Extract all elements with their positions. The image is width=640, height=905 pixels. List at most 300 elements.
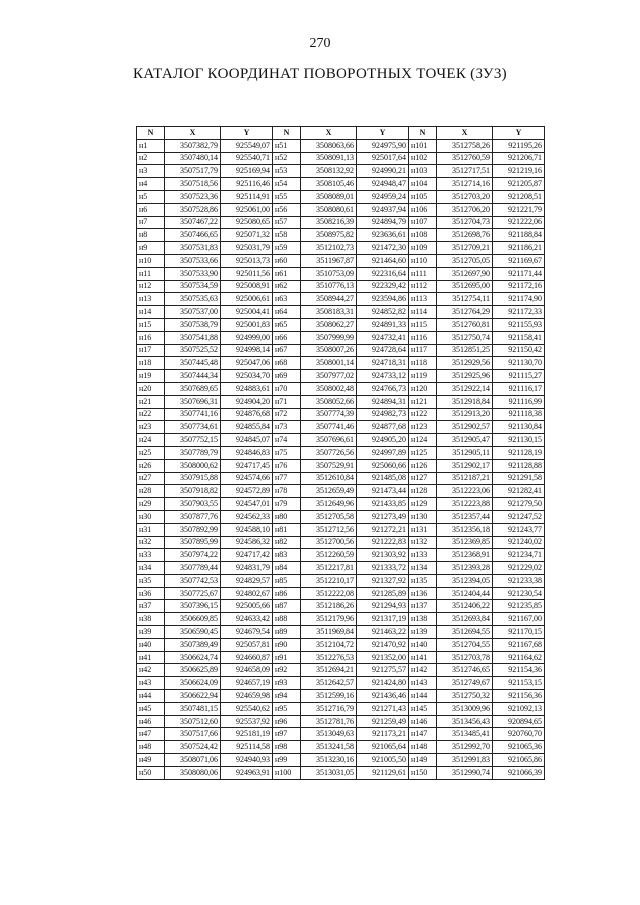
point-n-cell: н142 (409, 664, 437, 677)
point-n-cell: н120 (409, 382, 437, 395)
point-n-cell: н114 (409, 306, 437, 319)
point-n-cell: н14 (137, 306, 165, 319)
coord-x-cell: 3508132,92 (301, 165, 357, 178)
coord-x-cell: 3508091,13 (301, 152, 357, 165)
coord-x-cell: 3513241,58 (301, 741, 357, 754)
coord-y-cell: 921433,85 (357, 498, 409, 511)
coord-y-cell: 925116,46 (221, 178, 273, 191)
coord-y-cell: 923594,86 (357, 293, 409, 306)
coord-x-cell: 3512750,74 (437, 331, 493, 344)
coord-y-cell: 921130,84 (493, 421, 545, 434)
point-n-cell: н9 (137, 242, 165, 255)
coord-x-cell: 3512992,70 (437, 741, 493, 754)
table-row (137, 485, 545, 498)
coord-y-cell: 921174,90 (493, 293, 545, 306)
table-row (137, 446, 545, 459)
coord-x-cell: 3508089,01 (301, 190, 357, 203)
coord-x-cell: 3507534,59 (165, 280, 221, 293)
coord-y-cell: 921282,41 (493, 485, 545, 498)
coord-y-cell: 924733,12 (357, 370, 409, 383)
coord-y-cell: 920894,65 (493, 715, 545, 728)
point-n-cell: н6 (137, 203, 165, 216)
coord-y-cell: 925034,70 (221, 370, 273, 383)
point-n-cell: н53 (273, 165, 301, 178)
coord-x-cell: 3507999,99 (301, 331, 357, 344)
table-row (137, 254, 545, 267)
coord-y-cell: 921172,33 (493, 306, 545, 319)
coord-y-cell: 921233,38 (493, 574, 545, 587)
point-n-cell: н84 (273, 562, 301, 575)
point-n-cell: н7 (137, 216, 165, 229)
coord-y-cell: 924574,66 (221, 472, 273, 485)
coord-x-cell: 3512760,59 (437, 152, 493, 165)
coord-x-cell: 3508183,31 (301, 306, 357, 319)
coord-x-cell: 3512925,96 (437, 370, 493, 383)
point-n-cell: н17 (137, 344, 165, 357)
point-n-cell: н80 (273, 510, 301, 523)
table-row (137, 549, 545, 562)
coord-x-cell: 3512649,96 (301, 498, 357, 511)
coord-y-cell: 925061,00 (221, 203, 273, 216)
coord-y-cell: 924717,42 (221, 549, 273, 562)
coord-x-cell: 3507445,48 (165, 357, 221, 370)
table-row (137, 216, 545, 229)
point-n-cell: н136 (409, 587, 437, 600)
coord-x-cell: 3507741,46 (301, 421, 357, 434)
page-number: 270 (309, 36, 331, 51)
point-n-cell: н55 (273, 190, 301, 203)
coord-x-cell: 3512913,20 (437, 408, 493, 421)
table-row (137, 434, 545, 447)
point-n-cell: н141 (409, 651, 437, 664)
point-n-cell: н125 (409, 446, 437, 459)
coord-y-cell: 921333,72 (357, 562, 409, 575)
table-row (137, 242, 545, 255)
coord-x-cell: 3507528,86 (165, 203, 221, 216)
header-y-2: Y (357, 127, 409, 140)
coord-x-cell: 3513049,63 (301, 728, 357, 741)
coord-y-cell: 924660,87 (221, 651, 273, 664)
point-n-cell: н121 (409, 395, 437, 408)
point-n-cell: н43 (137, 677, 165, 690)
coord-y-cell: 921285,89 (357, 587, 409, 600)
coord-x-cell: 3512704,73 (437, 216, 493, 229)
point-n-cell: н139 (409, 626, 437, 639)
coord-x-cell: 3512905,47 (437, 434, 493, 447)
point-n-cell: н89 (273, 626, 301, 639)
point-n-cell: н116 (409, 331, 437, 344)
coord-y-cell: 921222,83 (357, 536, 409, 549)
point-n-cell: н108 (409, 229, 437, 242)
coord-x-cell: 3507512,60 (165, 715, 221, 728)
point-n-cell: н90 (273, 638, 301, 651)
coord-x-cell: 3512659,49 (301, 485, 357, 498)
coord-x-cell: 3512693,84 (437, 613, 493, 626)
coord-x-cell: 3506622,94 (165, 690, 221, 703)
table-row (137, 459, 545, 472)
coord-y-cell: 921156,36 (493, 690, 545, 703)
coord-x-cell: 3512698,76 (437, 229, 493, 242)
coord-x-cell: 3512764,29 (437, 306, 493, 319)
coord-y-cell: 924948,47 (357, 178, 409, 191)
coord-x-cell: 3512223,06 (437, 485, 493, 498)
point-n-cell: н87 (273, 600, 301, 613)
coord-y-cell: 921485,08 (357, 472, 409, 485)
point-n-cell: н35 (137, 574, 165, 587)
coord-y-cell: 921171,44 (493, 267, 545, 280)
coordinates-table (136, 126, 545, 780)
coord-x-cell: 3508001,14 (301, 357, 357, 370)
coord-x-cell: 3507517,79 (165, 165, 221, 178)
point-n-cell: н26 (137, 459, 165, 472)
table-row (137, 165, 545, 178)
table-row (137, 638, 545, 651)
point-n-cell: н52 (273, 152, 301, 165)
point-n-cell: н48 (137, 741, 165, 754)
coord-x-cell: 3507734,61 (165, 421, 221, 434)
coord-y-cell: 924891,33 (357, 318, 409, 331)
table-row (137, 766, 545, 779)
coord-y-cell: 925114,58 (221, 741, 273, 754)
table-row (137, 331, 545, 344)
table-row (137, 190, 545, 203)
coord-y-cell: 924963,91 (221, 766, 273, 779)
coord-y-cell: 924959,24 (357, 190, 409, 203)
coord-x-cell: 3512781,76 (301, 715, 357, 728)
coord-y-cell: 921208,51 (493, 190, 545, 203)
table-row (137, 754, 545, 767)
point-n-cell: н11 (137, 267, 165, 280)
coord-y-cell: 925549,07 (221, 139, 273, 152)
point-n-cell: н96 (273, 715, 301, 728)
coord-y-cell: 924877,68 (357, 421, 409, 434)
header-x-1: X (165, 127, 221, 140)
coord-y-cell: 921065,36 (493, 741, 545, 754)
point-n-cell: н51 (273, 139, 301, 152)
coord-x-cell: 3512223,88 (437, 498, 493, 511)
coord-x-cell: 3508052,66 (301, 395, 357, 408)
coord-x-cell: 3512705,58 (301, 510, 357, 523)
coord-x-cell: 3512902,17 (437, 459, 493, 472)
coord-x-cell: 3507533,66 (165, 254, 221, 267)
point-n-cell: н67 (273, 344, 301, 357)
point-n-cell: н128 (409, 485, 437, 498)
point-n-cell: н146 (409, 715, 437, 728)
coord-x-cell: 3507523,36 (165, 190, 221, 203)
coord-x-cell: 3512902,57 (437, 421, 493, 434)
coord-y-cell: 921169,67 (493, 254, 545, 267)
coord-x-cell: 3507481,15 (165, 702, 221, 715)
point-n-cell: н123 (409, 421, 437, 434)
point-n-cell: н74 (273, 434, 301, 447)
point-n-cell: н54 (273, 178, 301, 191)
point-n-cell: н126 (409, 459, 437, 472)
coord-x-cell: 3506609,85 (165, 613, 221, 626)
table-row (137, 178, 545, 191)
coord-x-cell: 3507752,15 (165, 434, 221, 447)
point-n-cell: н64 (273, 306, 301, 319)
coord-x-cell: 3507877,76 (165, 510, 221, 523)
table-row (137, 318, 545, 331)
point-n-cell: н147 (409, 728, 437, 741)
point-n-cell: н82 (273, 536, 301, 549)
coord-y-cell: 921470,92 (357, 638, 409, 651)
coord-x-cell: 3506624,09 (165, 677, 221, 690)
header-x-2: X (301, 127, 357, 140)
coord-x-cell: 3513009,96 (437, 702, 493, 715)
table-row (137, 715, 545, 728)
table-row (137, 677, 545, 690)
coord-y-cell: 924937,94 (357, 203, 409, 216)
coord-y-cell: 921167,00 (493, 613, 545, 626)
point-n-cell: н62 (273, 280, 301, 293)
coord-y-cell: 921116,17 (493, 382, 545, 395)
coord-y-cell: 921118,38 (493, 408, 545, 421)
table-row (137, 613, 545, 626)
coord-y-cell: 924940,93 (221, 754, 273, 767)
coord-x-cell: 3507974,22 (165, 549, 221, 562)
point-n-cell: н8 (137, 229, 165, 242)
coord-y-cell: 921158,41 (493, 331, 545, 344)
coord-y-cell: 921234,71 (493, 549, 545, 562)
coord-x-cell: 3512704,55 (437, 638, 493, 651)
coord-y-cell: 921473,44 (357, 485, 409, 498)
point-n-cell: н47 (137, 728, 165, 741)
coord-y-cell: 921188,84 (493, 229, 545, 242)
coord-y-cell: 921464,60 (357, 254, 409, 267)
point-n-cell: н118 (409, 357, 437, 370)
coord-y-cell: 924876,68 (221, 408, 273, 421)
coord-y-cell: 921472,30 (357, 242, 409, 255)
coord-y-cell: 921065,64 (357, 741, 409, 754)
table-row (137, 574, 545, 587)
point-n-cell: н99 (273, 754, 301, 767)
point-n-cell: н20 (137, 382, 165, 395)
point-n-cell: н100 (273, 766, 301, 779)
coord-x-cell: 3507466,65 (165, 229, 221, 242)
coord-x-cell: 3512394,05 (437, 574, 493, 587)
coord-y-cell: 921129,61 (357, 766, 409, 779)
coord-x-cell: 3512700,56 (301, 536, 357, 549)
coord-y-cell: 924999,00 (221, 331, 273, 344)
coord-y-cell: 921167,68 (493, 638, 545, 651)
coord-x-cell: 3507529,91 (301, 459, 357, 472)
coord-x-cell: 3512697,90 (437, 267, 493, 280)
coord-y-cell: 921130,70 (493, 357, 545, 370)
header-x-3: X (437, 127, 493, 140)
table-row (137, 587, 545, 600)
coord-x-cell: 3508002,48 (301, 382, 357, 395)
coord-x-cell: 3508062,27 (301, 318, 357, 331)
coord-y-cell: 922329,42 (357, 280, 409, 293)
coord-x-cell: 3512750,32 (437, 690, 493, 703)
point-n-cell: н24 (137, 434, 165, 447)
table-row (137, 370, 545, 383)
coord-y-cell: 925537,92 (221, 715, 273, 728)
coord-x-cell: 3513031,05 (301, 766, 357, 779)
coord-x-cell: 3512706,20 (437, 203, 493, 216)
point-n-cell: н133 (409, 549, 437, 562)
point-n-cell: н130 (409, 510, 437, 523)
point-n-cell: н3 (137, 165, 165, 178)
coord-x-cell: 3512716,79 (301, 702, 357, 715)
coord-x-cell: 3507396,15 (165, 600, 221, 613)
coord-x-cell: 3512102,73 (301, 242, 357, 255)
coord-y-cell: 924904,20 (221, 395, 273, 408)
coord-x-cell: 3512990,74 (437, 766, 493, 779)
coord-x-cell: 3507467,22 (165, 216, 221, 229)
coord-y-cell: 925540,62 (221, 702, 273, 715)
point-n-cell: н71 (273, 395, 301, 408)
coord-y-cell: 921222,06 (493, 216, 545, 229)
coord-x-cell: 3508007,26 (301, 344, 357, 357)
coord-x-cell: 3512222,08 (301, 587, 357, 600)
coord-x-cell: 3512356,18 (437, 523, 493, 536)
coord-y-cell: 921164,62 (493, 651, 545, 664)
coord-x-cell: 3512610,84 (301, 472, 357, 485)
coord-x-cell: 3512393,28 (437, 562, 493, 575)
coord-x-cell: 3506625,89 (165, 664, 221, 677)
table-row (137, 562, 545, 575)
coord-y-cell: 921240,02 (493, 536, 545, 549)
coord-y-cell: 924846,83 (221, 446, 273, 459)
coord-y-cell: 921186,21 (493, 242, 545, 255)
coord-x-cell: 3508080,61 (301, 203, 357, 216)
coord-y-cell: 924718,31 (357, 357, 409, 370)
point-n-cell: н19 (137, 370, 165, 383)
coord-x-cell: 3507517,66 (165, 728, 221, 741)
coord-y-cell: 921205,87 (493, 178, 545, 191)
coord-x-cell: 3512929,56 (437, 357, 493, 370)
point-n-cell: н70 (273, 382, 301, 395)
coord-y-cell: 921221,79 (493, 203, 545, 216)
coord-y-cell: 921294,93 (357, 600, 409, 613)
coord-x-cell: 3507541,88 (165, 331, 221, 344)
coord-x-cell: 3506624,74 (165, 651, 221, 664)
table-row (137, 626, 545, 639)
coord-y-cell: 921173,21 (357, 728, 409, 741)
coord-x-cell: 3508105,46 (301, 178, 357, 191)
coord-y-cell: 925181,19 (221, 728, 273, 741)
coord-x-cell: 3512368,91 (437, 549, 493, 562)
coord-x-cell: 3512260,59 (301, 549, 357, 562)
coord-x-cell: 3511967,87 (301, 254, 357, 267)
coord-y-cell: 921229,02 (493, 562, 545, 575)
point-n-cell: н37 (137, 600, 165, 613)
point-n-cell: н148 (409, 741, 437, 754)
coord-y-cell: 921273,49 (357, 510, 409, 523)
point-n-cell: н40 (137, 638, 165, 651)
table-row (137, 536, 545, 549)
point-n-cell: н104 (409, 178, 437, 191)
point-n-cell: н83 (273, 549, 301, 562)
coord-x-cell: 3512717,51 (437, 165, 493, 178)
coord-x-cell: 3507444,34 (165, 370, 221, 383)
coord-y-cell: 921303,92 (357, 549, 409, 562)
coord-y-cell: 920760,70 (493, 728, 545, 741)
point-n-cell: н86 (273, 587, 301, 600)
coord-y-cell: 921153,15 (493, 677, 545, 690)
coord-y-cell: 924679,54 (221, 626, 273, 639)
point-n-cell: н21 (137, 395, 165, 408)
coord-x-cell: 3512187,21 (437, 472, 493, 485)
table-row (137, 152, 545, 165)
coord-y-cell: 921206,71 (493, 152, 545, 165)
coord-x-cell: 3508000,62 (165, 459, 221, 472)
table-row (137, 651, 545, 664)
table-row (137, 702, 545, 715)
point-n-cell: н2 (137, 152, 165, 165)
coord-y-cell: 924562,33 (221, 510, 273, 523)
coord-x-cell: 3507535,63 (165, 293, 221, 306)
coord-y-cell: 924657,19 (221, 677, 273, 690)
point-n-cell: н29 (137, 498, 165, 511)
table-row (137, 267, 545, 280)
coord-x-cell: 3512179,96 (301, 613, 357, 626)
coord-x-cell: 3510776,13 (301, 280, 357, 293)
point-n-cell: н117 (409, 344, 437, 357)
coord-x-cell: 3507696,31 (165, 395, 221, 408)
point-n-cell: н127 (409, 472, 437, 485)
coord-y-cell: 921130,15 (493, 434, 545, 447)
point-n-cell: н92 (273, 664, 301, 677)
point-n-cell: н102 (409, 152, 437, 165)
table-row (137, 203, 545, 216)
point-n-cell: н32 (137, 536, 165, 549)
coord-x-cell: 3512406,22 (437, 600, 493, 613)
coord-y-cell: 921005,50 (357, 754, 409, 767)
coordinates-table-wrap (136, 126, 545, 780)
point-n-cell: н98 (273, 741, 301, 754)
table-row (137, 510, 545, 523)
point-n-cell: н106 (409, 203, 437, 216)
coord-y-cell: 921243,77 (493, 523, 545, 536)
table-row (137, 498, 545, 511)
coord-y-cell: 924852,82 (357, 306, 409, 319)
coord-y-cell: 921128,19 (493, 446, 545, 459)
point-n-cell: н150 (409, 766, 437, 779)
coord-x-cell: 3507480,14 (165, 152, 221, 165)
point-n-cell: н12 (137, 280, 165, 293)
point-n-cell: н57 (273, 216, 301, 229)
coord-x-cell: 3512749,67 (437, 677, 493, 690)
point-n-cell: н31 (137, 523, 165, 536)
point-n-cell: н18 (137, 357, 165, 370)
coord-y-cell: 921155,93 (493, 318, 545, 331)
coord-y-cell: 925008,91 (221, 280, 273, 293)
point-n-cell: н1 (137, 139, 165, 152)
coord-y-cell: 921128,88 (493, 459, 545, 472)
coord-x-cell: 3512695,00 (437, 280, 493, 293)
table-row (137, 139, 545, 152)
point-n-cell: н30 (137, 510, 165, 523)
point-n-cell: н25 (137, 446, 165, 459)
point-n-cell: н39 (137, 626, 165, 639)
point-n-cell: н144 (409, 690, 437, 703)
coord-y-cell: 924905,20 (357, 434, 409, 447)
coord-x-cell: 3507533,90 (165, 267, 221, 280)
coord-x-cell: 3507741,16 (165, 408, 221, 421)
header-y-1: Y (221, 127, 273, 140)
table-body (137, 139, 545, 779)
coord-x-cell: 3512104,72 (301, 638, 357, 651)
point-n-cell: н122 (409, 408, 437, 421)
point-n-cell: н115 (409, 318, 437, 331)
table-row (137, 728, 545, 741)
coord-y-cell: 924894,31 (357, 395, 409, 408)
coord-y-cell: 924586,32 (221, 536, 273, 549)
coord-y-cell: 924766,73 (357, 382, 409, 395)
